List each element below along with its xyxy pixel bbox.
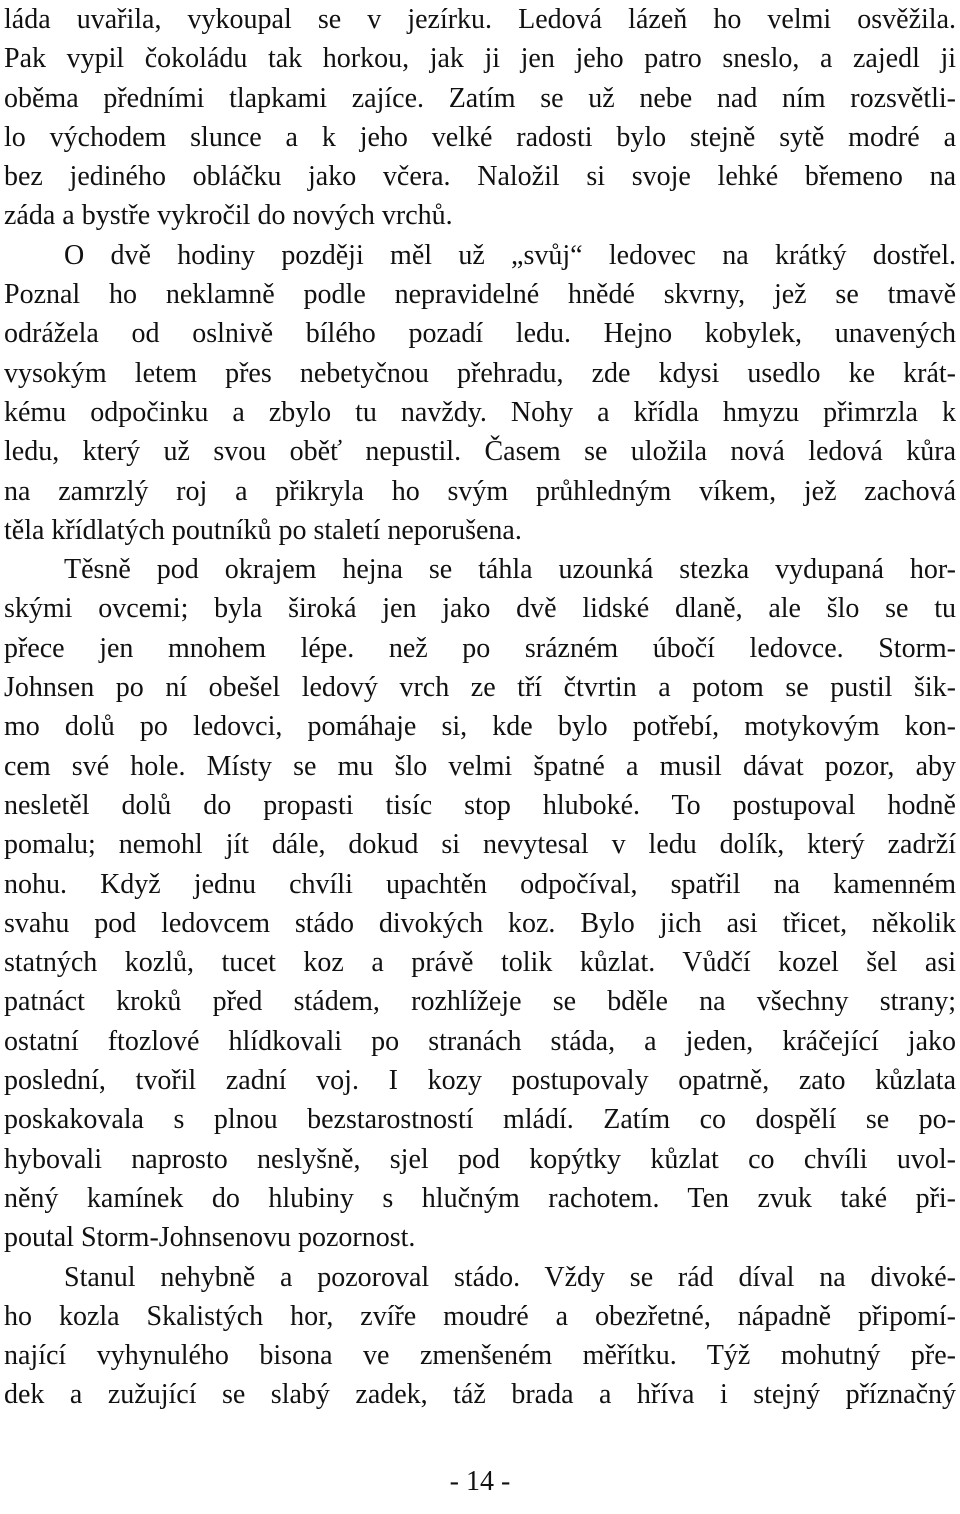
text-line: záda a bystře vykročil do nových vrchů. <box>4 200 453 232</box>
text-line: vysokým letem přes nebetyčnou přehradu, zde kdysi usedlo ke krát- <box>4 357 956 389</box>
text-line: Těsně pod okrajem hejna se táhla uzounká stezka vydupaná hor- <box>64 554 956 586</box>
text-line: ostatní ftozlové hlídkovali po stranách stáda, a jeden, kráčející jako <box>4 1025 956 1057</box>
text-line: nající vyhynulého bisona ve zmenšeném měřítku. Týž mohutný pře- <box>4 1340 956 1372</box>
text-line: nesletěl dolů do propasti tisíc stop hluboké. To postupoval hodně <box>4 789 956 821</box>
text-line: poskakovala s plnou bezstarostností mládí. Zatím co dospělí se po- <box>4 1104 956 1136</box>
text-line: mo dolů po ledovci, pomáhaje si, kde bylo potřebí, motykovým kon- <box>4 711 956 743</box>
text-line: přece jen mnohem lépe. než po srázném úbočí ledovce. Storm- <box>4 632 956 664</box>
text-line: poutal Storm-Johnsenovu pozornost. <box>4 1222 416 1254</box>
page-number: - 14 - <box>449 1466 511 1497</box>
text-line: Pak vypil čokoládu tak horkou, jak ji jen jeho patro sneslo, a zajedl ji <box>4 43 956 75</box>
text-line: svahu pod ledovcem stádo divokých koz. Bylo jich asi třicet, několik <box>4 907 956 939</box>
text-line: cem své hole. Místy se mu šlo velmi špatné a musil dávat pozor, aby <box>4 750 956 782</box>
text-line: Stanul nehybně a pozoroval stádo. Vždy se rád díval na divoké- <box>64 1261 956 1293</box>
text-line: bez jediného obláčku jako včera. Naložil si svoje lehké břemeno na <box>4 161 956 193</box>
text-line: dek a zužující se slabý zadek, táž brada a hříva i stejný příznačný <box>4 1379 956 1411</box>
text-line: poslední, tvořil zadní voj. I kozy postupovaly opatrně, zato kůzlata <box>4 1065 956 1097</box>
text-line: hybovali naprosto neslyšně, sjel pod kopýtky kůzlat co chvíli uvol- <box>4 1143 956 1175</box>
text-line: kému odpočinku a zbylo tu navždy. Nohy a křídla hmyzu přimrzla k <box>4 396 956 428</box>
text-line: láda uvařila, vykoupal se v jezírku. Ledová lázeň ho velmi osvěžila. <box>4 4 956 35</box>
text-line: patnáct kroků před stádem, rozhlížeje se bděle na všechny strany; <box>4 986 956 1018</box>
text-line: Johnsen po ní obešel ledový vrch ze tří čtvrtin a potom se pustil šik- <box>4 672 956 704</box>
text-line: ledu, který už svou oběť nepustil. Časem se uložila nová ledová kůra <box>4 436 956 468</box>
text-line: skými ovcemi; byla široká jen jako dvě lidské dlaně, ale šlo se tu <box>4 593 956 625</box>
text-line: ho kozla Skalistých hor, zvíře moudré a obezřetné, nápadně připomí- <box>4 1300 956 1332</box>
text-line: Poznal ho neklamně podle nepravidelné hnědé skvrny, jež se tmavě <box>4 279 956 311</box>
text-line: odrážela od oslnivě bílého pozadí ledu. Hejno kobylek, unavených <box>4 318 956 350</box>
text-line: oběma předními tlapkami zajíce. Zatím se už nebe nad ním rozsvětli- <box>4 82 956 114</box>
text-line: lo východem slunce a k jeho velké radosti bylo stejně sytě modré a <box>4 121 956 153</box>
text-line: pomalu; nemohl jít dále, dokud si nevytesal v ledu dolík, který zadrží <box>4 829 956 861</box>
text-line: těla křídlatých poutníků po staletí neporušena. <box>4 514 522 546</box>
text-line: statných kozlů, tucet koz a právě tolik kůzlat. Vůdčí kozel šel asi <box>4 947 956 979</box>
body-text <box>4 0 956 1415</box>
text-line: na zamrzlý roj a přikryla ho svým průhledným víkem, jež zachová <box>4 475 956 507</box>
text-line: nohu. Když jednu chvíli upachtěn odpočíval, spatřil na kamenném <box>4 868 956 900</box>
text-line: O dvě hodiny později měl už „svůj“ ledovec na krátký dostřel. <box>64 239 956 271</box>
text-line: něný kamínek do hlubiny s hlučným rachotem. Ten zvuk také při- <box>4 1182 956 1214</box>
